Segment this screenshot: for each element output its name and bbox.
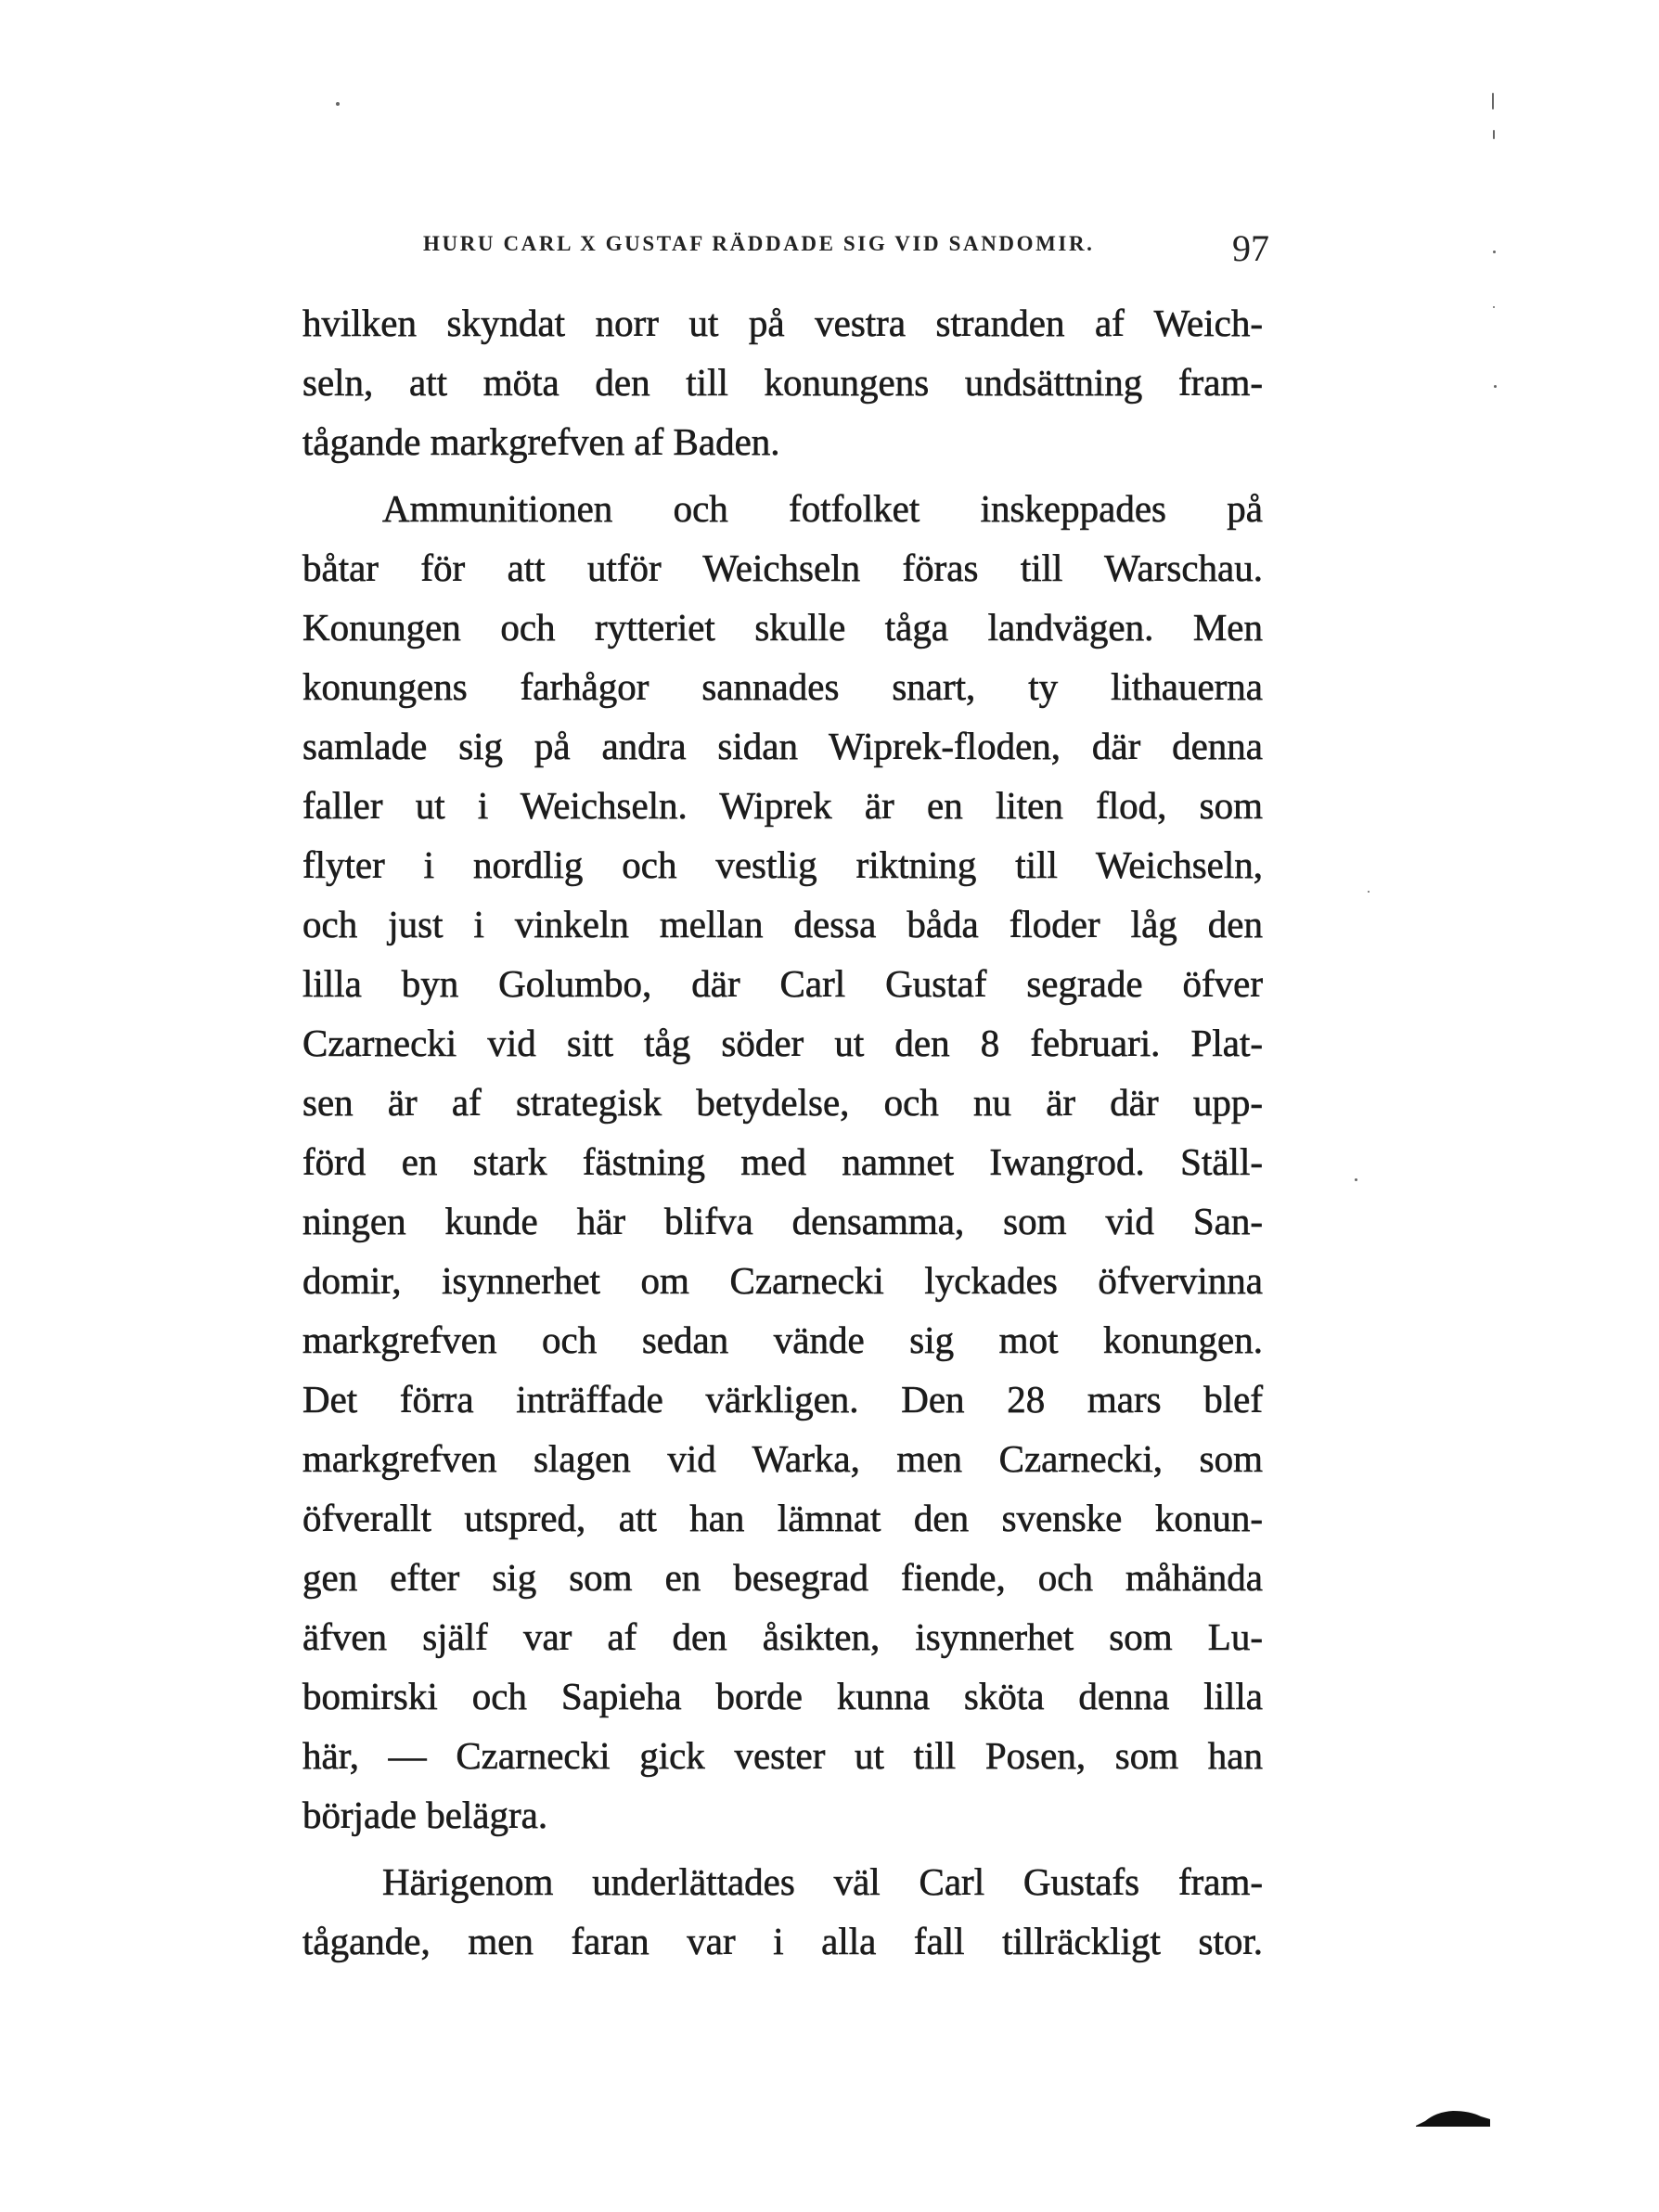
- text-line: gen efter sig som en besegrad fiende, och måhända: [302, 1556, 1263, 1599]
- scan-speck: [336, 102, 340, 106]
- scan-speck: [1355, 1178, 1357, 1181]
- text-line: markgrefven och sedan vände sig mot konungen.: [302, 1318, 1263, 1361]
- text-line: bomirski och Sapieha borde kunna sköta denna lilla: [302, 1675, 1263, 1717]
- text-line: markgrefven slagen vid Warka, men Czarnecki, som: [302, 1437, 1263, 1480]
- text-line: Ammunitionen och fotfolket inskeppades på: [382, 487, 1263, 530]
- text-line: domir, isynnerhet om Czarnecki lyckades öfvervinna: [302, 1259, 1263, 1302]
- scan-speck: [1494, 385, 1497, 388]
- text-line: konungens farhågor sannades snart, ty lithauerna: [302, 665, 1263, 708]
- text-line: äfven själf var af den åsikten, isynnerhet som Lu-: [302, 1615, 1263, 1658]
- text-line: öfverallt utspred, att han lämnat den svenske konun-: [302, 1497, 1263, 1539]
- running-head: HURU CARL X GUSTAF RÄDDADE SIG VID SANDOMIR.: [423, 232, 1095, 255]
- text-line: här, — Czarnecki gick vester ut till Posen, som han: [302, 1734, 1263, 1777]
- text-line: tågande markgrefven af Baden.: [302, 420, 780, 463]
- text-line: tågande, men faran var i alla fall tillräckligt stor.: [302, 1920, 1263, 1962]
- text-line: faller ut i Weichseln. Wiprek är en liten flod, som: [302, 784, 1263, 827]
- scan-speck: [1493, 251, 1496, 253]
- page-number: 97: [1232, 227, 1269, 269]
- text-line: började belägra.: [302, 1794, 548, 1836]
- scan-speck: [1493, 130, 1495, 139]
- ink-smudge: [1416, 2108, 1490, 2127]
- text-line: båtar för att utför Weichseln föras till Warschau.: [302, 547, 1263, 589]
- scan-speck: [1493, 306, 1495, 308]
- text-line: förd en stark fästning med namnet Iwangrod. Ställ-: [302, 1140, 1263, 1183]
- text-line: flyter i nordlig och vestlig riktning till Weichseln,: [302, 843, 1263, 886]
- text-line: seln, att möta den till konungens undsättning fram-: [302, 361, 1263, 404]
- scan-speck: [1492, 93, 1494, 109]
- text-line: sen är af strategisk betydelse, och nu är där upp-: [302, 1081, 1263, 1124]
- text-line: samlade sig på andra sidan Wiprek-floden, där denna: [302, 725, 1263, 767]
- text-line: och just i vinkeln mellan dessa båda floder låg den: [302, 903, 1263, 945]
- text-line: Härigenom underlättades väl Carl Gustafs fram-: [382, 1860, 1263, 1903]
- text-line: Det förra inträffade värkligen. Den 28 mars blef: [302, 1378, 1263, 1421]
- scan-speck: [1368, 891, 1370, 893]
- text-line: hvilken skyndat norr ut på vestra stranden af Weich-: [302, 302, 1263, 344]
- text-line: Czarnecki vid sitt tåg söder ut den 8 februari. Plat-: [302, 1022, 1263, 1064]
- text-line: lilla byn Golumbo, där Carl Gustaf segrade öfver: [302, 962, 1263, 1005]
- text-line: ningen kunde här blifva densamma, som vid San-: [302, 1200, 1263, 1242]
- text-line: Konungen och rytteriet skulle tåga landvägen. Men: [302, 606, 1263, 649]
